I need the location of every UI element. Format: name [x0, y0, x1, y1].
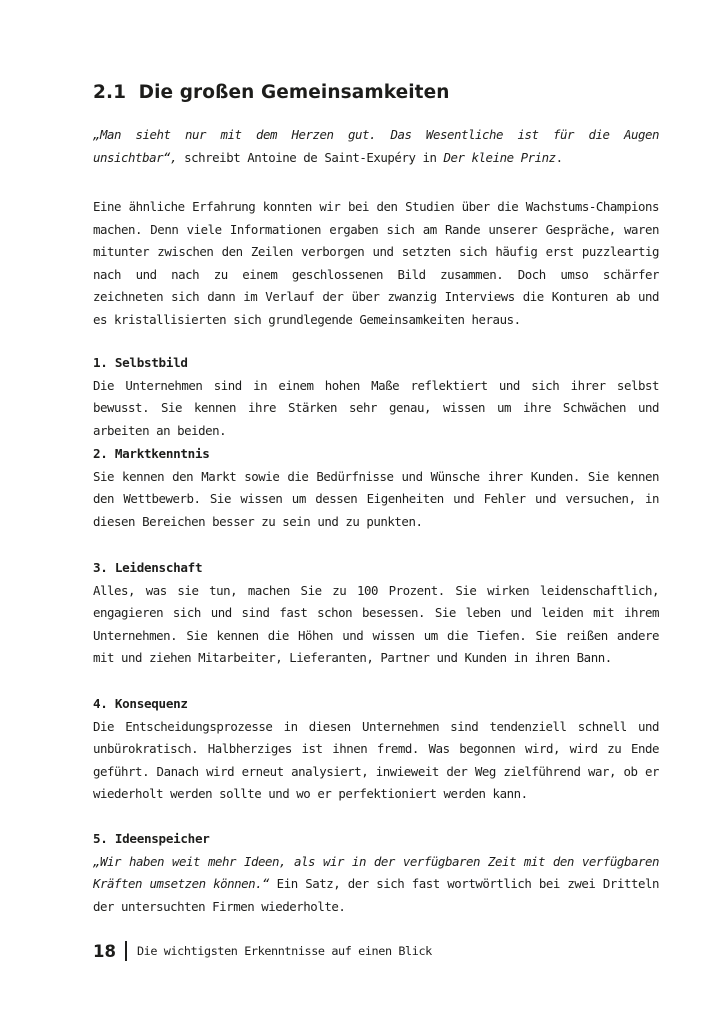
opening-quote-paragraph: „Man sieht nur mit dem Herzen gut. Das Wesentliche ist für die Augen unsichtbar“, schreibt Antoine de Saint-Exupéry in Der kleine Prinz.	[93, 127, 659, 165]
item-marktkenntnis	[93, 443, 659, 533]
footer-divider	[125, 941, 127, 961]
quote-attribution: schreibt Antoine de Saint-Exupéry in	[177, 149, 444, 165]
item-text: Sie kennen den Markt sowie die Bedürfnisse und Wünsche ihrer Kunden. Sie kennen den Wettbewerb. Sie wissen um dessen Eigenheiten und Fehler und versuchen, in diesen Bereichen besser zu sein und zu punkten.	[93, 468, 659, 529]
item-text: „Wir haben weit mehr Ideen, als wir in der verfügbaren Zeit mit den verfügbaren Kräften umsetzen können.“ Ein Satz, der sich fast wortwörtlich bei zwei Dritteln der untersuchten Firmen wiederholte.	[93, 853, 659, 914]
page-number: 18	[93, 941, 116, 961]
intro-paragraph	[93, 196, 659, 331]
running-footer-title: Die wichtigsten Erkenntnisse auf einen Blick	[136, 944, 432, 958]
item-heading: 1. Selbstbild	[93, 355, 188, 370]
item-heading: 2. Marktkenntnis	[93, 446, 210, 461]
item-quote: „Wir haben weit mehr Ideen, als wir in der verfügbaren Zeit mit den verfügbaren Kräften umsetzen können.“	[93, 853, 659, 891]
intro-text: Eine ähnliche Erfahrung konnten wir bei den Studien über die Wachstums-Champions machen. Denn viele Informationen ergaben sich am Rande unserer Gespräche, waren mitunter zwischen den Zeilen verborgen und setzten sich häufig erst puzzleartig nach und nach zu einem geschlossenen Bild zusammen. Doch umso schärfer zeichneten sich dann im Verlauf der über zwanzig Interviews die Konturen ab und es kristallisierten sich grundlegende Gemeinsamkeiten heraus.	[93, 199, 659, 327]
item-heading: 5. Ideenspeicher	[93, 831, 210, 846]
item-leidenschaft	[93, 557, 659, 670]
section-title	[93, 82, 450, 103]
page-footer	[93, 939, 432, 963]
item-heading: 3. Leidenschaft	[93, 560, 203, 575]
item-konsequenz	[93, 693, 659, 806]
section-title-text: Die großen Gemeinsamkeiten	[138, 82, 450, 103]
item-text: Die Unternehmen sind in einem hohen Maße reflektiert und sich ihrer selbst bewusst. Sie kennen ihre Stärken sehr genau, wissen um ihre Schwächen und arbeiten an beiden.	[93, 377, 659, 438]
opening-quote: „Man sieht nur mit dem Herzen gut. Das Wesentliche ist für die Augen unsichtbar“,	[93, 127, 659, 165]
item-text: Alles, was sie tun, machen Sie zu 100 Prozent. Sie wirken leidenschaftlich, engagieren sich und sind fast schon besessen. Sie leben und leiden mit ihrem Unternehmen. Sie kennen die Höhen und wissen um die Tiefen. Sie reißen andere mit und ziehen Mitarbeiter, Lieferanten, Partner und Kunden in ihren Bann.	[93, 582, 659, 665]
section-number: 2.1	[93, 82, 127, 103]
item-ideenspeicher	[93, 828, 659, 918]
book-title: Der kleine Prinz	[443, 149, 556, 165]
item-selbstbild	[93, 352, 659, 442]
item-heading: 4. Konsequenz	[93, 696, 188, 711]
item-text: Die Entscheidungsprozesse in diesen Unternehmen sind tendenziell schnell und unbürokratisch. Halbherziges ist ihnen fremd. Was begonnen wird, wird zu Ende geführt. Danach wird erneut analysiert, inwieweit der Weg zielführend war, ob er wiederholt werden sollte und wo er perfektioniert werden kann.	[93, 718, 659, 801]
